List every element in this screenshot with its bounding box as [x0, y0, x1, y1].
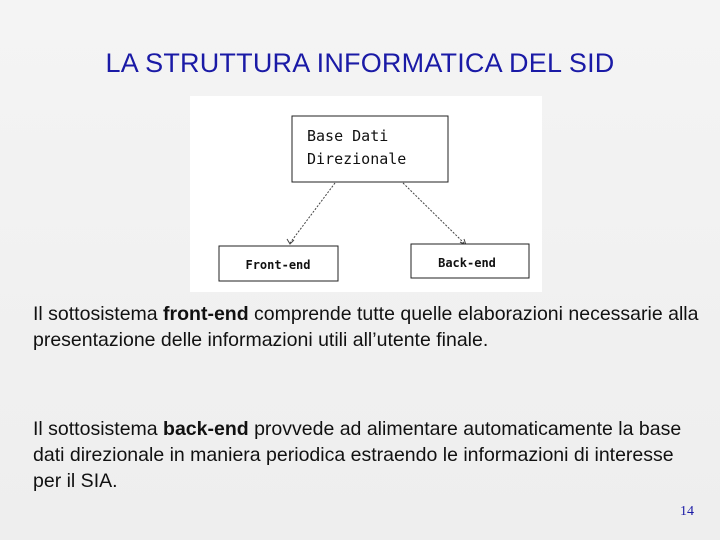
- base-dati-label-line1: Base Dati: [307, 127, 389, 145]
- slide-title: LA STRUTTURA INFORMATICA DEL SID: [105, 48, 615, 78]
- paragraph-back-end-term: back-end: [163, 418, 249, 440]
- back-end-label: Back-end: [438, 256, 496, 270]
- architecture-diagram: [190, 96, 542, 292]
- paragraph-back-end-pre: Il sottosistema: [33, 418, 164, 440]
- connector-left: [290, 183, 335, 243]
- base-dati-label-line2: Direzionale: [307, 150, 407, 168]
- front-end-label: Front-end: [245, 258, 311, 272]
- paragraph-back-end: [33, 416, 703, 494]
- diagram-svg: [190, 96, 542, 292]
- paragraph-front-end: [33, 301, 703, 353]
- paragraph-front-end-pre: Il sottosistema: [33, 303, 164, 325]
- paragraph-back-end-post: provvede ad alimentare automaticamente la base dati direzionale in maniera periodica estraendo le informazioni di interesse per il SIA.: [33, 418, 682, 492]
- page-number: 14: [680, 504, 694, 519]
- connector-right: [403, 183, 465, 244]
- paragraph-front-end-term: front-end: [163, 303, 249, 325]
- base-dati-box: [292, 116, 448, 182]
- paragraph-front-end-post: comprende tutte quelle elaborazioni necessarie alla presentazione delle informazioni utili all’utente finale.: [33, 303, 699, 351]
